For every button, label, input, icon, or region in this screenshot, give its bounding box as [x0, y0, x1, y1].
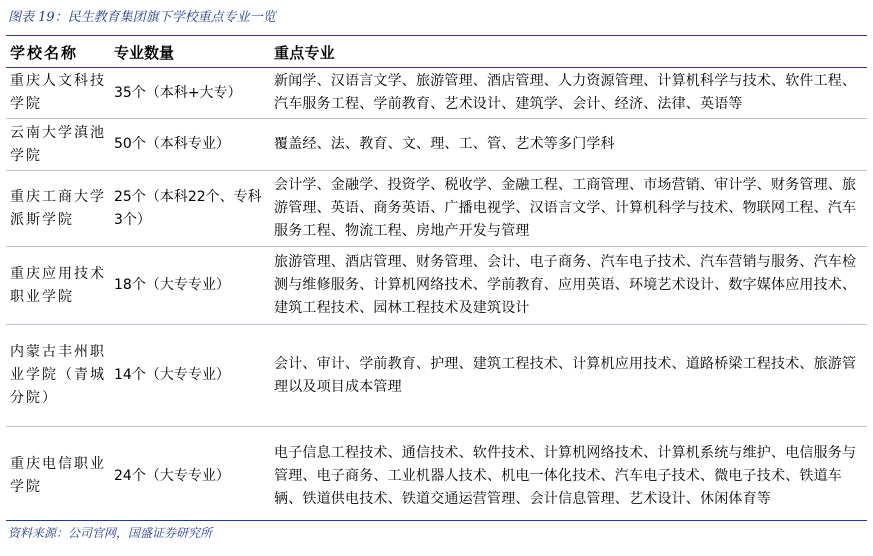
header-major-count: 专业数量 [110, 37, 270, 68]
school-majors-table [6, 37, 867, 526]
table-row [6, 171, 867, 247]
school-name-cell: 云南大学滇池学院 [6, 119, 110, 171]
header-school-name: 学校名称 [6, 37, 110, 68]
major-count-cell: 24个（大专专业） [114, 467, 230, 484]
major-count-cell: 18个（大专专业） [110, 247, 270, 325]
key-majors-cell: 电子信息工程技术、通信技术、软件技术、计算机网络技术、计算机系统与维护、电信服务与管理、电子商务、工业机器人技术、机电一体化技术、汽车电子技术、微电子技术、铁道车辆、铁道供电技术、铁道交通运营管理、会计信息管理、艺术设计、休闲体育等 [274, 444, 857, 507]
school-name-cell: 重庆应用技术职业学院 [6, 247, 110, 325]
school-name-cell: 重庆工商大学派斯学院 [6, 171, 110, 247]
key-majors-cell: 会计学、金融学、投资学、税收学、金融工程、工商管理、市场营销、审计学、财务管理、旅游管理、英语、商务英语、广播电视学、汉语言文学、计算机科学与技术、物联网工程、汽车服务工程、物流工程、房地产开发与管理 [270, 171, 867, 247]
key-majors-cell: 新闻学、汉语言文学、旅游管理、酒店管理、人力资源管理、计算机科学与技术、软件工程、汽车服务工程、学前教育、艺术设计、建筑学、会计、经济、法律、英语等 [270, 68, 867, 119]
school-name-cell: 重庆人文科技学院 [6, 68, 110, 119]
table-row [6, 68, 867, 119]
major-count-cell: 50个（本科专业） [110, 119, 270, 171]
table-row [6, 119, 867, 171]
school-name-cell: 重庆电信职业学院 [10, 456, 106, 496]
major-count-cell: 14个（大专专业） [110, 325, 270, 427]
school-name-cell: 内蒙古丰州职业学院（青城分院） [6, 325, 110, 427]
table-top-rule [6, 35, 867, 36]
table-row [6, 325, 867, 427]
key-majors-cell: 覆盖经、法、教育、文、理、工、管、艺术等多门学科 [270, 119, 867, 171]
header-key-majors: 重点专业 [270, 37, 867, 68]
key-majors-cell: 旅游管理、酒店管理、财务管理、会计、电子商务、汽车电子技术、汽车营销与服务、汽车检测与维修服务、计算机网络技术、学前教育、应用英语、环境艺术设计、数字媒体应用技术、建筑工程技术、园林工程技术及建筑设计 [270, 247, 867, 325]
key-majors-cell: 会计、审计、学前教育、护理、建筑工程技术、计算机应用技术、道路桥梁工程技术、旅游管理以及项目成本管理 [270, 325, 867, 427]
table-bottom-rule [6, 520, 867, 521]
table-row [6, 247, 867, 325]
major-count-cell: 35个（本科+大专） [110, 68, 270, 119]
table-header-row [6, 37, 867, 68]
source-note: 资料来源：公司官网，国盛证券研究所 [8, 526, 213, 540]
figure-caption: 图表 19：民生教育集团旗下学校重点专业一览 [8, 10, 276, 25]
major-count-cell: 25个（本科22个、专科3个） [110, 171, 270, 247]
table-row [6, 427, 867, 526]
